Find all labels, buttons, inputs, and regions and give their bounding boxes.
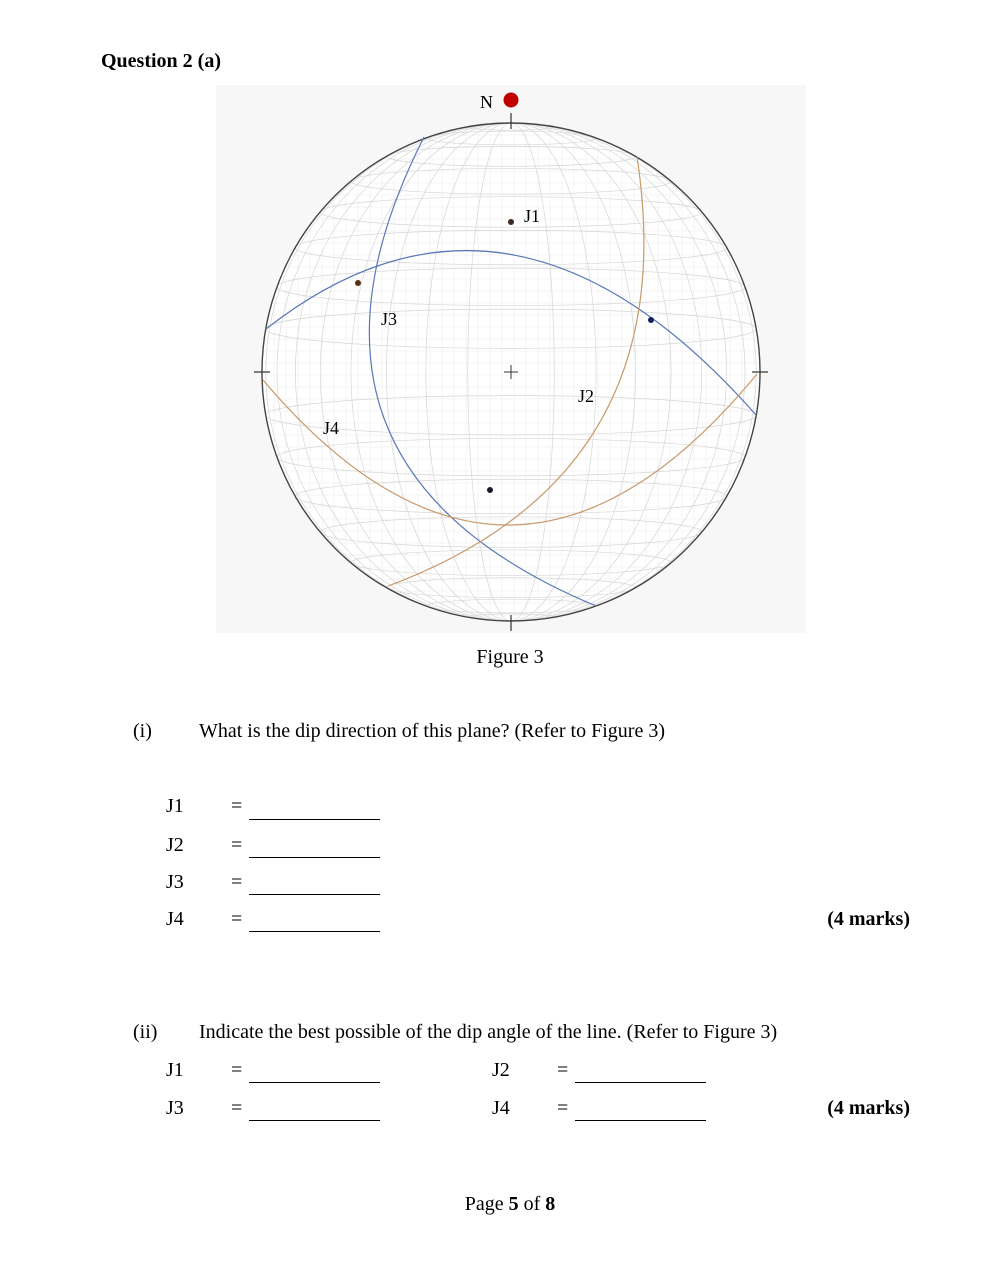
- label-j3: J3: [381, 309, 398, 329]
- label-j1: J1: [524, 206, 541, 226]
- north-marker: [504, 93, 519, 108]
- stereonet-figure: [216, 85, 806, 633]
- part-i-answer-j3[interactable]: [249, 894, 380, 895]
- pole-blue-point: [648, 317, 654, 323]
- part-i-label-j1: J1: [166, 795, 184, 817]
- part-ii-answer-j2[interactable]: [575, 1082, 706, 1083]
- footer-page-number: 5: [508, 1193, 519, 1215]
- part-ii-label-j2: J2: [492, 1059, 510, 1081]
- part-i-eq-j4: =: [231, 908, 243, 930]
- part-ii-answer-j1[interactable]: [249, 1082, 380, 1083]
- footer-page-total: 8: [545, 1193, 556, 1215]
- part-i-eq-j1: =: [231, 795, 243, 817]
- footer-page-word: Page: [464, 1193, 504, 1215]
- label-j2: J2: [578, 386, 595, 406]
- part-ii-label-j3: J3: [166, 1097, 184, 1119]
- part-ii-label-j4: J4: [492, 1097, 510, 1119]
- part-i-answer-j2[interactable]: [249, 857, 380, 858]
- part-i-answer-j4[interactable]: [249, 931, 380, 932]
- stereonet-svg: [216, 85, 806, 633]
- part-i-label-j3: J3: [166, 871, 184, 893]
- part-ii-eq-j3: =: [231, 1097, 243, 1119]
- figure-caption: Figure 3: [476, 646, 544, 668]
- part-ii-label-j1: J1: [166, 1059, 184, 1081]
- part-ii-answer-j3[interactable]: [249, 1120, 380, 1121]
- pole-brown-point: [355, 280, 361, 286]
- part-i-number: (i): [133, 720, 152, 742]
- pole-bottom-point: [487, 487, 493, 493]
- question-heading: Question 2 (a): [101, 50, 221, 72]
- pole-j1-point: [508, 219, 514, 225]
- label-j4: J4: [323, 418, 340, 438]
- part-ii-answer-j4[interactable]: [575, 1120, 706, 1121]
- north-label: N: [480, 92, 493, 112]
- part-i-label-j4: J4: [166, 908, 184, 930]
- page-footer: [0, 1193, 1000, 1216]
- part-i-answer-j1[interactable]: [249, 819, 380, 820]
- part-ii-marks: (4 marks): [827, 1097, 910, 1119]
- part-ii-eq-j2: =: [557, 1059, 569, 1081]
- part-i-eq-j3: =: [231, 871, 243, 893]
- part-ii-number: (ii): [133, 1021, 158, 1043]
- part-i-question: What is the dip direction of this plane? (Refer to Figure 3): [199, 720, 665, 742]
- part-ii-eq-j1: =: [231, 1059, 243, 1081]
- footer-of-word: of: [523, 1193, 541, 1215]
- part-i-label-j2: J2: [166, 834, 184, 856]
- part-ii-question: Indicate the best possible of the dip angle of the line. (Refer to Figure 3): [199, 1021, 778, 1043]
- part-i-eq-j2: =: [231, 834, 243, 856]
- part-i-marks: (4 marks): [827, 908, 910, 930]
- part-ii-eq-j4: =: [557, 1097, 569, 1119]
